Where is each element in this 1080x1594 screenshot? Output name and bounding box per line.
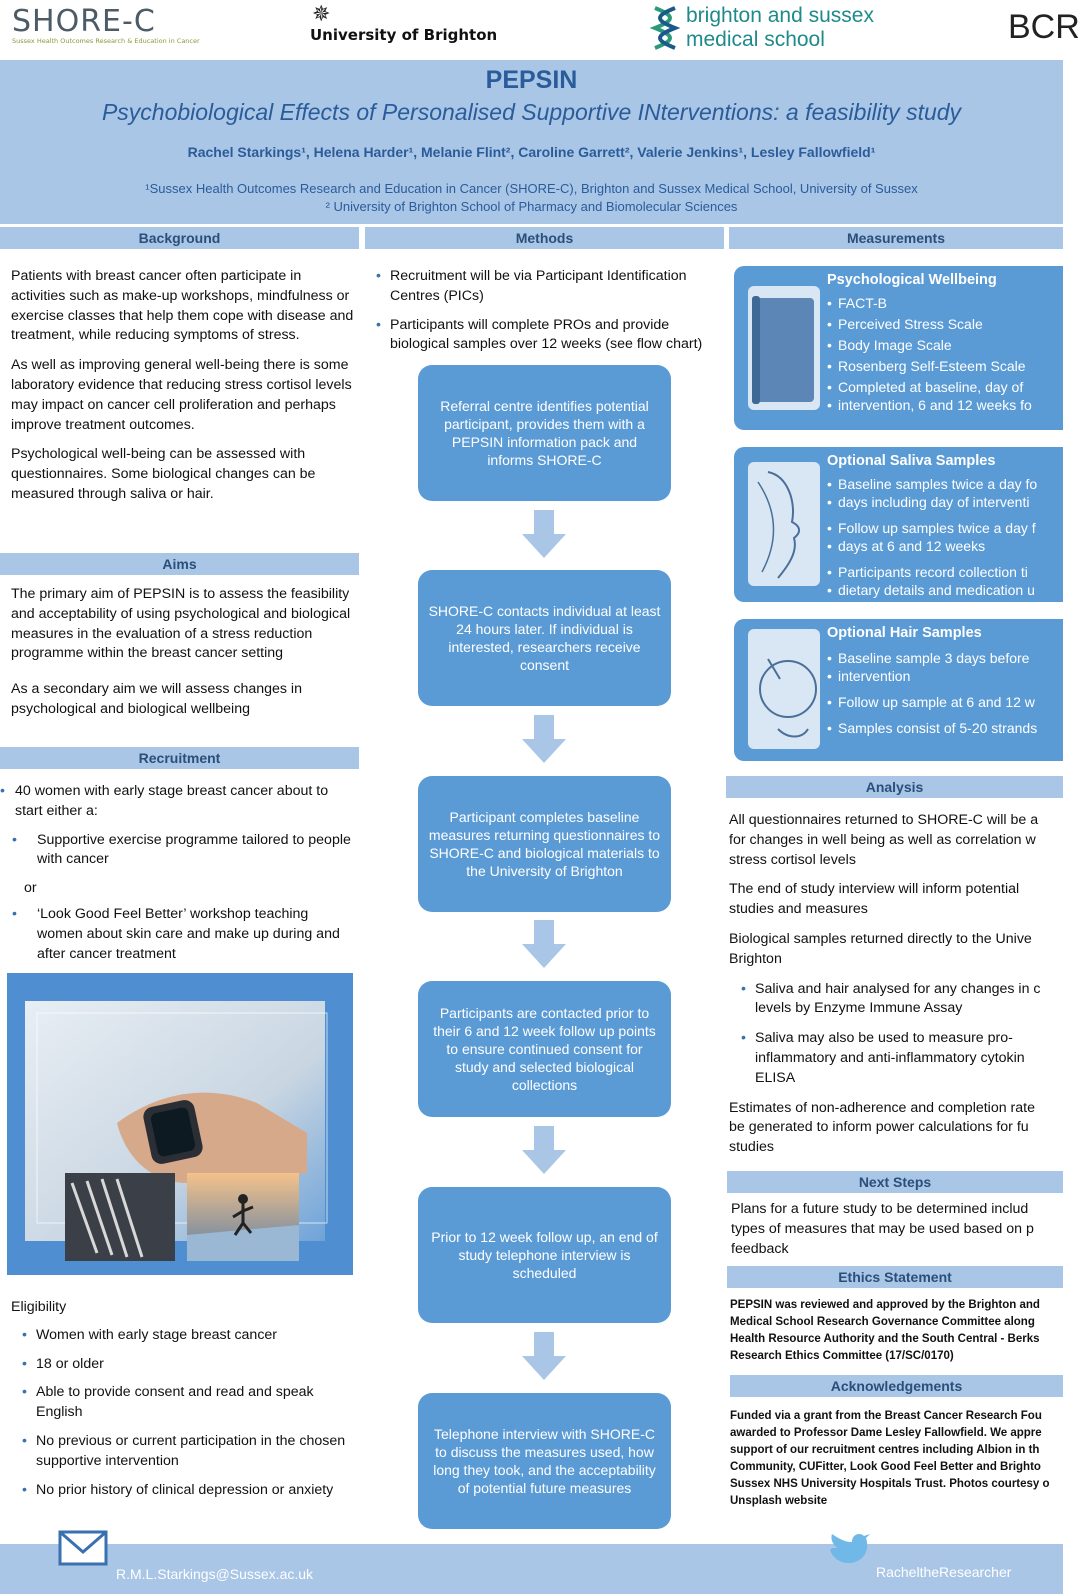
affiliation-1: ¹Sussex Health Outcomes Research and Education in Cancer (SHORE-C), Brighton and Sussex Medical School, University of Sussex <box>145 181 918 196</box>
psychological-wellbeing-box <box>734 266 1063 430</box>
saliva-item-cont: • days including day of interventi <box>827 493 1037 511</box>
recruitment-or: or <box>24 880 37 897</box>
methods-heading: Methods <box>365 227 724 249</box>
methods-body <box>364 267 724 364</box>
twitter-bird-icon <box>826 1530 870 1570</box>
face-sketch-icon <box>748 462 820 586</box>
aims-paragraph: The primary aim of PEPSIN is to assess the feasibility and acceptability of using psychological and biological measures in the evaluation of a stress reduction programme within the breast cancer setting <box>11 586 351 662</box>
twitter-handle[interactable]: RacheltheResearcher <box>876 1564 1012 1580</box>
saliva-item-cont: • days at 6 and 12 weeks <box>827 537 1037 555</box>
background-paragraph: Psychological well-being can be assessed with questionnaires. Some biological changes can be measured through saliva or hair. <box>11 446 316 502</box>
hair-item: • Baseline sample 3 days before <box>827 649 1037 667</box>
saliva-samples-box <box>734 447 1063 602</box>
background-heading: Background <box>0 227 359 249</box>
ack-line: awarded to Professor Dame Lesley Fallowfield. We appre <box>730 1427 1042 1439</box>
psych-item: • Rosenberg Self-Esteem Scale <box>827 357 1032 375</box>
ethics-line: PEPSIN was reviewed and approved by the Brighton and <box>730 1299 1040 1311</box>
analysis-bullet: • Saliva and hair analysed for any changes in c levels by Enzyme Immune Assay <box>741 980 1041 1017</box>
ack-line: support of our recruitment centres including Albion in th <box>730 1444 1040 1456</box>
ack-line: Funded via a grant from the Breast Cancer Research Fou <box>730 1410 1042 1422</box>
notebook-icon <box>748 286 820 410</box>
background-body <box>11 267 356 515</box>
recruitment-bullet: • 40 women with early stage breast cancer about to start either a: <box>0 782 352 822</box>
analysis-line: Estimates of non-adherence and completion rate <box>729 1099 1036 1116</box>
flow-step: Referral centre identifies potential participant, provides them with a PEPSIN information pack and informs SHORE-C <box>418 365 671 501</box>
next-steps-line: feedback <box>731 1240 789 1257</box>
next-steps-body <box>731 1200 1063 1259</box>
measurements-heading: Measurements <box>729 227 1063 249</box>
flow-step: Prior to 12 week follow up, an end of study telephone interview is scheduled <box>418 1187 671 1323</box>
logo-strip <box>0 0 1080 60</box>
background-paragraph: Patients with breast cancer often participate in activities such as make-up workshops, mindfulness or exercise classes that help them cope with disease and treatment, while reducing symptoms of stress. <box>11 268 354 344</box>
down-arrow-icon <box>520 1126 568 1176</box>
recruitment-body <box>0 782 352 973</box>
photo-panel <box>7 973 353 1275</box>
bsms-line-2: medical school <box>686 28 825 51</box>
flow-step: Participants are contacted prior to their 6 and 12 week follow up points to ensure continued consent for study and selected biological collections <box>418 981 671 1117</box>
psych-item: • FACT-B <box>827 294 1032 312</box>
next-steps-line: types of measures that may be used based on p <box>731 1220 1034 1237</box>
eligibility-item: • Able to provide consent and read and speak English <box>10 1383 361 1423</box>
bsms-logo <box>650 4 874 52</box>
ack-line: Sussex NHS University Hospitals Trust. Photos courtesy o <box>730 1478 1050 1490</box>
ethics-body <box>730 1297 1063 1365</box>
recruitment-heading: Recruitment <box>0 747 359 769</box>
flow-step: Telephone interview with SHORE-C to discuss the measures used, how long they took, and the acceptability of potential future measures <box>418 1393 671 1529</box>
analysis-body <box>729 811 1063 1158</box>
poster-title: PEPSIN <box>485 66 578 94</box>
analysis-bullet: • Saliva may also be used to measure pro- inflammatory and anti-inflammatory cytokin ELISA <box>741 1030 1025 1086</box>
aims-heading: Aims <box>0 553 359 575</box>
next-steps-heading: Next Steps <box>727 1171 1063 1193</box>
contact-email[interactable]: R.M.L.Starkings@Sussex.ac.uk <box>116 1566 314 1582</box>
psych-item: • Perceived Stress Scale <box>827 315 1032 333</box>
ack-line: Unsplash website <box>730 1495 828 1507</box>
star-icon: ✵ <box>312 2 331 27</box>
university-of-brighton-logo <box>310 4 497 44</box>
helix-icon <box>650 4 680 52</box>
affiliation-2: ² University of Brighton School of Pharmacy and Biomolecular Sciences <box>325 199 738 214</box>
analysis-line: studies and measures <box>729 901 868 918</box>
psych-item: • Completed at baseline, day of <box>827 378 1032 396</box>
ethics-line: Research Ethics Committee (17/SC/0170) <box>730 1350 954 1362</box>
down-arrow-icon <box>520 920 568 970</box>
next-steps-line: Plans for a future study to be determined includ <box>731 1201 1029 1217</box>
hair-item-cont: • intervention <box>827 667 1037 685</box>
acknowledgements-body <box>730 1408 1063 1510</box>
eligibility-title: Eligibility <box>11 1299 67 1315</box>
analysis-line: Biological samples returned directly to the Unive <box>729 930 1032 947</box>
eligibility-item: • Women with early stage breast cancer <box>10 1326 361 1346</box>
analysis-line: The end of study interview will inform potential <box>729 881 1020 898</box>
analysis-line: Brighton <box>729 950 782 967</box>
head-sketch-icon <box>748 629 820 749</box>
eligibility-item: • No prior history of clinical depression or anxiety <box>10 1481 361 1501</box>
ack-line: Community, CUFitter, Look Good Feel Better and Brighto <box>730 1461 1041 1473</box>
smartwatch-photo <box>7 973 353 1275</box>
hair-item: • Samples consist of 5-20 strands <box>827 719 1037 737</box>
ethics-line: Health Resource Authority and the South Central - Berks <box>730 1333 1040 1345</box>
down-arrow-icon <box>520 1332 568 1382</box>
eligibility-item: • No previous or current participation in the chosen supportive intervention <box>10 1432 361 1472</box>
saliva-item-cont: • dietary details and medication u <box>827 581 1037 599</box>
flow-step: Participant completes baseline measures returning questionnaires to SHORE-C and biological materials to the University of Brighton <box>418 776 671 912</box>
methods-bullet: • Participants will complete PROs and provide biological samples over 12 weeks (see flow chart) <box>364 316 724 356</box>
shore-c-tagline: Sussex Health Outcomes Research & Education in Cancer <box>12 37 200 45</box>
flow-step: SHORE-C contacts individual at least 24 hours later. If individual is interested, researchers receive consent <box>418 570 671 706</box>
eligibility-section <box>11 1298 361 1509</box>
poster-header <box>0 60 1063 224</box>
hair-title: Optional Hair Samples <box>827 625 982 641</box>
eligibility-item: • 18 or older <box>10 1355 361 1375</box>
poster-footer <box>0 1544 1063 1594</box>
aims-body <box>11 585 359 730</box>
poster-subtitle: Psychobiological Effects of Personalised Supportive INterventions: a feasibility study <box>101 99 962 125</box>
shore-c-logo <box>12 4 200 45</box>
down-arrow-icon <box>520 510 568 560</box>
ethics-heading: Ethics Statement <box>727 1266 1063 1288</box>
analysis-line: studies <box>729 1139 774 1156</box>
shore-c-name: SHORE-C <box>12 4 156 39</box>
ethics-line: Medical School Research Governance Committee along <box>730 1316 1035 1328</box>
background-paragraph: As well as improving general well-being there is some laboratory evidence that reducing stress cortisol levels may impact on cancer cell proliferation and perhaps improve treatment outcomes. <box>11 357 352 433</box>
saliva-item: • Follow up samples twice a day f <box>827 519 1037 537</box>
university-name: University of Brighton <box>310 26 498 44</box>
recruitment-bullet: • Supportive exercise programme tailored to people with cancer <box>0 831 352 871</box>
psych-item: • Body Image Scale <box>827 336 1032 354</box>
saliva-item: • Baseline samples twice a day fo <box>827 475 1037 493</box>
bcr-logo: BCR <box>1008 8 1080 46</box>
author-list: Rachel Starkings¹, Helena Harder¹, Melanie Flint², Caroline Garrett², Valerie Jenkins¹, Lesley Fallowfield¹ <box>187 144 876 160</box>
analysis-line: stress cortisol levels <box>729 851 856 868</box>
hair-samples-box <box>734 619 1063 761</box>
saliva-item: • Participants record collection ti <box>827 563 1037 581</box>
saliva-title: Optional Saliva Samples <box>827 453 996 469</box>
analysis-line: be generated to inform power calculations for fu <box>729 1119 1029 1136</box>
acknowledgements-heading: Acknowledgements <box>730 1375 1063 1397</box>
methods-bullet: • Recruitment will be via Participant Identification Centres (PICs) <box>364 267 724 307</box>
psych-title: Psychological Wellbeing <box>827 272 997 288</box>
analysis-heading: Analysis <box>726 776 1063 798</box>
envelope-icon <box>58 1530 108 1566</box>
psych-item-cont: • intervention, 6 and 12 weeks fo <box>827 396 1032 414</box>
aims-paragraph: As a secondary aim we will assess changes in psychological and biological wellbeing <box>11 681 302 717</box>
bsms-line-1: brighton and sussex <box>686 4 874 27</box>
analysis-line: All questionnaires returned to SHORE-C will be a <box>729 812 1039 828</box>
recruitment-bullet: • ‘Look Good Feel Better’ workshop teaching women about skin care and make up during and after cancer treatment <box>0 905 352 964</box>
down-arrow-icon <box>520 715 568 765</box>
analysis-line: for changes in well being as well as correlation w <box>729 831 1036 848</box>
hair-item: • Follow up sample at 6 and 12 w <box>827 693 1037 711</box>
